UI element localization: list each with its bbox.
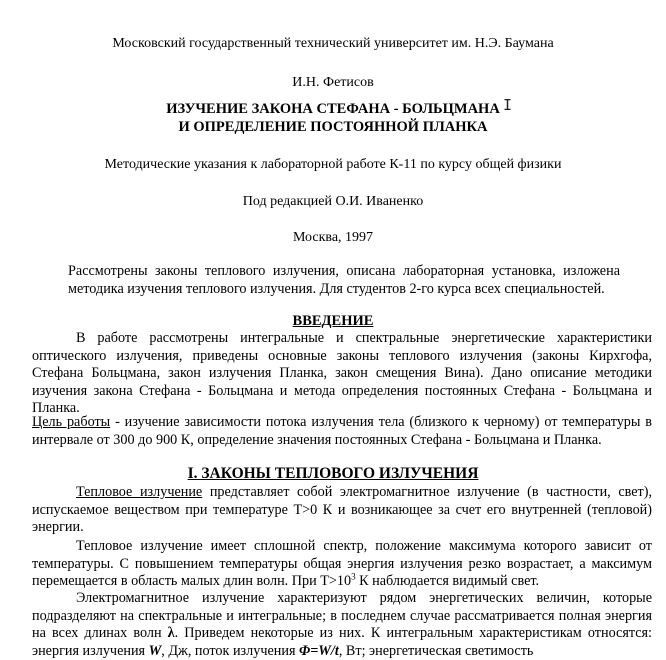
- text-cursor-icon: I: [503, 96, 513, 114]
- em-text-2: . Приведем некоторые из них. К интегральным характеристикам относятся: энергия излучения: [32, 625, 652, 659]
- goal-paragraph: [32, 414, 652, 449]
- goal-text: - изучение зависимости потока излучения тела (близкого к черному) от температуры в интервале от 300 до 900 К, определение значения постоянных Стефана - Больцмана и Планка.: [32, 414, 652, 448]
- spectrum-paragraph: [32, 538, 652, 591]
- document-subtitle: Методические указания к лабораторной работе К-11 по курсу общей физики: [104, 157, 562, 172]
- title-line-1: ИЗУЧЕНИЕ ЗАКОНА СТЕФАНА - БОЛЬЦМАНА: [166, 101, 500, 117]
- em-text-3: , Дж, поток излучения: [161, 642, 300, 659]
- title-line-2: И ОПРЕДЕЛЕНИЕ ПОСТОЯННОЙ ПЛАНКА: [178, 119, 488, 135]
- goal-term: Цель работы: [32, 414, 111, 430]
- thermal-radiation-paragraph: [32, 484, 652, 537]
- spectrum-text: Тепловое излучение имеет сплошной спектр, положение максимума которого зависит от температуры. С повышением температуры общая энергия излучения резко возрастает, а максимум перемещается в область малых длин волн. При Т>10: [32, 538, 652, 590]
- intro-text: В работе рассмотрены интегральные и спектральные энергетические характеристики оптического излучения, приведены основные законы теплового излучения (законы Кирхгофа, Стефана Больцмана, закон излучения Планка, закон смещения Вина). Дано описание методики изучения закона Стефана - Больцмана и метода определения постоянных Стефана - Больцмана и Планка.: [32, 330, 652, 417]
- author-name: И.Н. Фетисов: [292, 75, 374, 90]
- em-text-4: , Вт; энергетическая светимость: [338, 642, 534, 659]
- intro-heading-text: ВВЕДЕНИЕ: [292, 313, 374, 329]
- spectrum-exponent: 3: [351, 571, 356, 582]
- thermal-text: представляет собой электромагнитное излучение (в частности, свет), испускаемое веществом при температуре Т>0 К и возникающее за счет его внутренней (тепловой) энергии.: [32, 484, 652, 536]
- lambda-symbol: λ: [167, 625, 175, 642]
- abstract-paragraph: Рассмотрены законы теплового излучения, описана лабораторная установка, изложена методика изучения теплового излучения. Для студентов 2-го курса всех специальностей.: [68, 263, 620, 297]
- city-year: Москва, 1997: [292, 230, 374, 245]
- em-characteristics-paragraph: [32, 590, 652, 660]
- university-name: Московский государственный технический университет им. Н.Э. Баумана: [112, 36, 554, 51]
- spectrum-tail: К наблюдается видимый свет.: [355, 573, 540, 590]
- flux-formula: Φ=W/t: [299, 642, 339, 659]
- intro-heading: [0, 313, 666, 330]
- intro-paragraph: [32, 330, 652, 418]
- section-1-heading-text: I. ЗАКОНЫ ТЕПЛОВОГО ИЗЛУЧЕНИЯ: [187, 465, 479, 482]
- section-1-heading: [0, 465, 666, 483]
- em-text-1: Электромагнитное излучение характеризуют рядом энергетических величин, которые подразделяют на спектральные и интегральные; в последнем случае рассматривается полная энергия на всех длинах волн: [32, 590, 652, 642]
- energy-symbol: W: [148, 642, 162, 659]
- editor-line: Под редакцией О.И. Иваненко: [242, 194, 424, 209]
- thermal-term: Тепловое излучение: [76, 484, 203, 500]
